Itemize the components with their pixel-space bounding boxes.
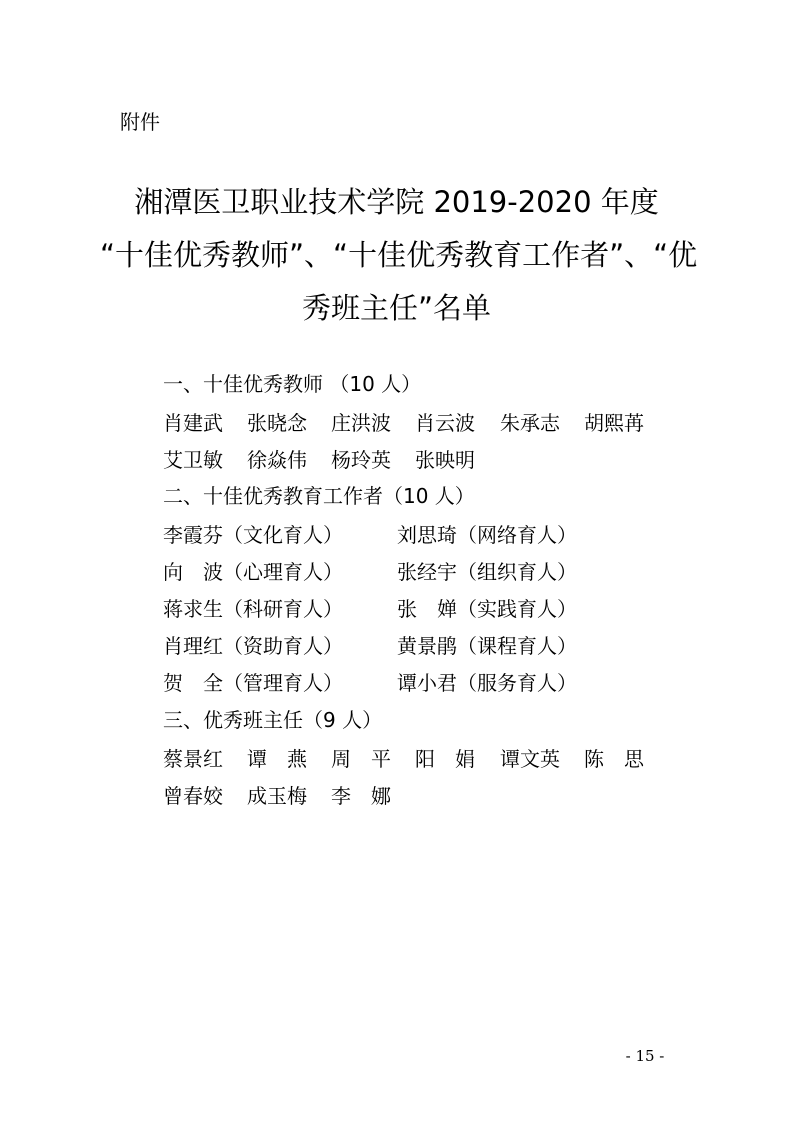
class-teacher-name: 陈 思 <box>584 747 644 771</box>
teacher-names-row-2 <box>163 445 683 475</box>
educator-entry: 李霞芬（文化育人） <box>163 523 343 547</box>
educator-entry: 张经宇（组织育人） <box>397 560 577 584</box>
class-teacher-name: 李 娜 <box>331 784 391 808</box>
educator-entry: 黄景鹃（课程育人） <box>397 634 577 658</box>
educator-row <box>163 631 613 661</box>
educator-entry: 肖理红（资助育人） <box>163 634 343 658</box>
section-heading-educators: 二、十佳优秀教育工作者（10 人） <box>163 484 475 508</box>
class-teacher-names-row-1 <box>163 744 663 774</box>
class-teacher-name: 成玉梅 <box>247 784 307 808</box>
educator-entry: 刘思琦（网络育人） <box>397 523 577 547</box>
class-teacher-name: 曾春姣 <box>163 784 223 808</box>
educator-entry: 蒋求生（科研育人） <box>163 597 343 621</box>
class-teacher-name: 阳 娟 <box>415 747 475 771</box>
teacher-name: 杨玲英 <box>331 448 391 472</box>
class-teacher-name: 谭 燕 <box>247 747 307 771</box>
teacher-name: 肖建武 <box>163 411 223 435</box>
section-heading-teachers: 一、十佳优秀教师 （10 人） <box>163 372 422 396</box>
teacher-name: 胡熙苒 <box>584 411 644 435</box>
educator-entry: 张 婵（实践育人） <box>397 597 577 621</box>
educator-entry: 贺 全（管理育人） <box>163 671 343 695</box>
teacher-name: 徐焱伟 <box>247 448 307 472</box>
teacher-name: 肖云波 <box>415 411 475 435</box>
class-teacher-names-row-2 <box>163 781 663 811</box>
title-line-1: 湘潭医卫职业技术学院 2019-2020 年度 <box>134 185 659 219</box>
class-teacher-name: 蔡景红 <box>163 747 223 771</box>
teacher-name: 朱承志 <box>500 411 560 435</box>
class-teacher-name: 谭文英 <box>500 747 560 771</box>
document-title <box>100 176 698 335</box>
teacher-name: 艾卫敏 <box>163 448 223 472</box>
page-number: - 15 - <box>625 1047 665 1065</box>
educator-row <box>163 557 613 587</box>
educator-entry: 谭小君（服务育人） <box>397 671 577 695</box>
educator-entry: 向 波（心理育人） <box>163 560 343 584</box>
educator-row <box>163 668 613 698</box>
teacher-name: 庄洪波 <box>331 411 391 435</box>
educator-row <box>163 520 613 550</box>
educator-row <box>163 594 613 624</box>
title-line-2: “十佳优秀教师”、“十佳优秀教育工作者”、“优 <box>100 238 698 272</box>
section-heading-class-teachers: 三、优秀班主任（9 人） <box>163 708 383 732</box>
teacher-name: 张映明 <box>415 448 475 472</box>
class-teacher-name: 周 平 <box>331 747 391 771</box>
teacher-names-row-1 <box>163 408 683 438</box>
title-line-3: 秀班主任”名单 <box>301 291 492 325</box>
attachment-label: 附件 <box>120 110 160 134</box>
teacher-name: 张晓念 <box>247 411 307 435</box>
